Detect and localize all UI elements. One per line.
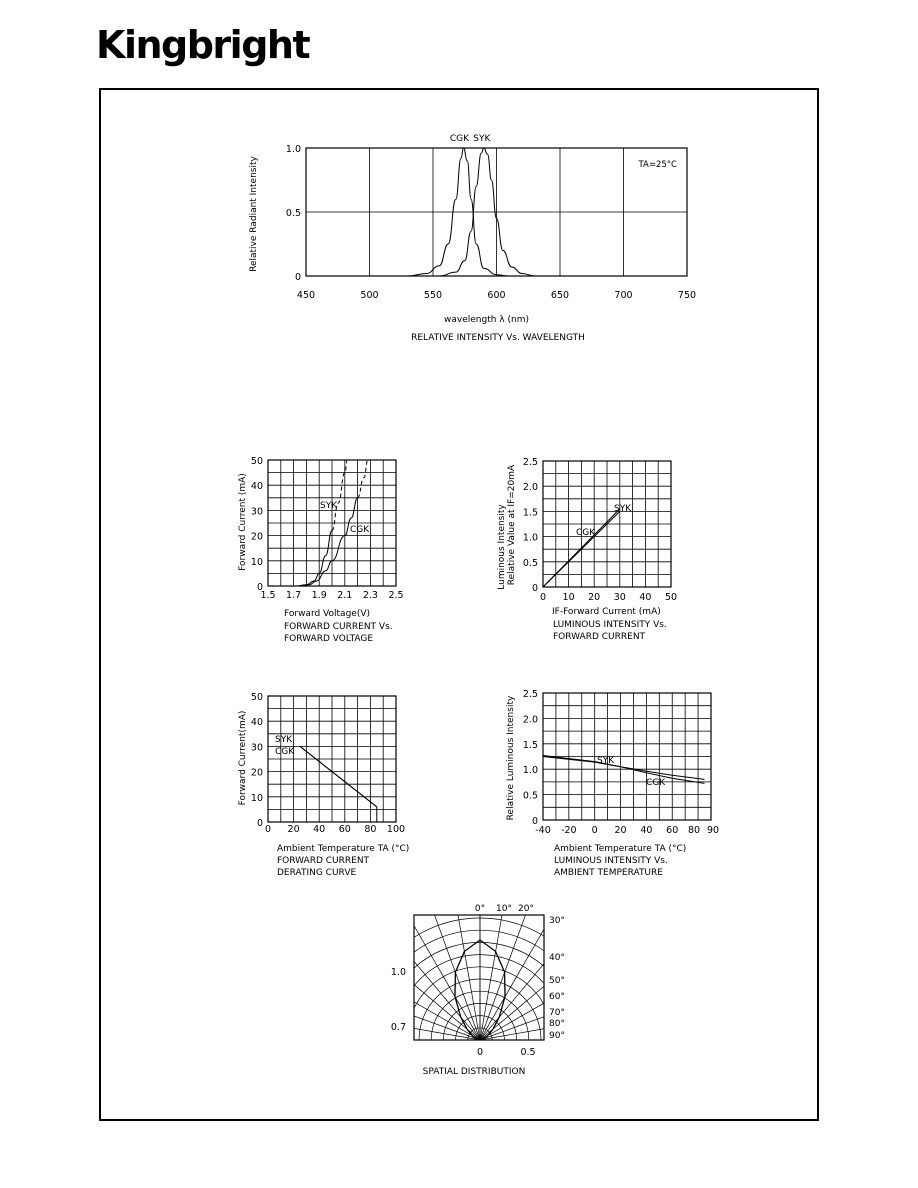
angle-label: 60° bbox=[549, 992, 565, 1002]
y-axis-label: Relative Luminous Intensity bbox=[506, 695, 516, 821]
legend-label-cgk: CGK bbox=[275, 747, 295, 757]
x-tick-label: 750 bbox=[677, 290, 697, 301]
legend-label-syk: SYK bbox=[320, 501, 338, 511]
spatial-chart bbox=[180, 740, 780, 1162]
x-tick-label: -20 bbox=[561, 825, 577, 836]
y-tick-label: 1.5 bbox=[522, 507, 538, 519]
x-tick-label: 0 bbox=[539, 592, 547, 603]
x-tick-label: 450 bbox=[296, 290, 316, 301]
y-tick-label: 2.5 bbox=[522, 457, 538, 468]
chart-title: FORWARD CURRENT Vs. bbox=[284, 622, 393, 632]
x-tick-label: 500 bbox=[360, 290, 379, 301]
y-tick-label: 1.0 bbox=[522, 765, 538, 777]
iv-chart bbox=[238, 456, 404, 644]
x-tick-label: -40 bbox=[535, 825, 551, 836]
y-tick-label: 0.5 bbox=[522, 557, 538, 569]
plot-frame bbox=[414, 915, 544, 1040]
x-tick-label: 20 bbox=[614, 825, 627, 836]
derating-chart bbox=[238, 692, 409, 878]
temperature-annotation: TA=25°C bbox=[638, 160, 677, 170]
x-axis-label: wavelength λ (nm) bbox=[444, 315, 529, 325]
y-tick-label: 10 bbox=[250, 556, 263, 568]
legend-label-cgk: CGK bbox=[449, 134, 470, 144]
y-tick-label: 20 bbox=[250, 767, 263, 779]
legend-label-syk: SYK bbox=[597, 756, 615, 766]
x-axis-label: Forward Voltage(V) bbox=[284, 609, 370, 619]
x-tick-label: 40 bbox=[313, 824, 326, 835]
chart-title: LUMINOUS INTENSITY Vs. bbox=[553, 620, 667, 630]
angle-label: 70° bbox=[549, 1008, 565, 1018]
x-tick-label: 1.9 bbox=[311, 590, 327, 601]
y-tick-label: 1.5 bbox=[522, 739, 538, 751]
y-tick-label: 2.0 bbox=[522, 714, 538, 726]
y-tick-label: 40 bbox=[250, 481, 263, 493]
radial-label: 1.0 bbox=[390, 967, 406, 978]
y-tick-label: 0 bbox=[256, 582, 263, 593]
x-tick-label: 1.5 bbox=[260, 590, 276, 601]
y-tick-label: 20 bbox=[250, 531, 263, 543]
x-tick-label: 0 bbox=[264, 824, 272, 835]
x-tick-label: 60 bbox=[338, 824, 351, 835]
chart-title-line-2: FORWARD CURRENT bbox=[553, 632, 646, 642]
y-tick-label: 50 bbox=[250, 456, 263, 467]
y-tick-label: 1.0 bbox=[285, 144, 301, 155]
polar-spoke bbox=[185, 988, 480, 1040]
x-tick-label: 550 bbox=[423, 290, 443, 301]
x-tick-label: 2.1 bbox=[337, 590, 353, 601]
radial-label: 0.7 bbox=[390, 1022, 406, 1033]
y-tick-label: 0.5 bbox=[285, 208, 301, 219]
x-tick-label: 90 bbox=[706, 825, 720, 836]
series-line-syk bbox=[296, 531, 332, 586]
polar-grid bbox=[180, 740, 780, 1162]
legend-label-syk: SYK bbox=[275, 735, 293, 745]
legend-label-cgk: CGK bbox=[350, 525, 370, 535]
angle-label: 90° bbox=[549, 1031, 565, 1041]
x-tick-label: 40 bbox=[639, 592, 652, 603]
x-tick-label: 40 bbox=[640, 825, 653, 836]
brand-logo: Kingbright bbox=[96, 23, 310, 67]
y-tick-label: 0 bbox=[294, 272, 301, 283]
chart-title: RELATIVE INTENSITY Vs. WAVELENGTH bbox=[411, 333, 585, 343]
li-if-chart bbox=[497, 457, 677, 642]
legend-label-syk: SYK bbox=[473, 134, 491, 144]
y-tick-label: 40 bbox=[250, 717, 263, 729]
x-tick-label: 2.3 bbox=[362, 590, 378, 601]
x-tick-label: 1.7 bbox=[286, 590, 302, 601]
chart-title: SPATIAL DISTRIBUTION bbox=[422, 1067, 526, 1077]
x-tick-label: 50 bbox=[664, 592, 678, 603]
x-tick-label: 80 bbox=[688, 825, 701, 836]
y-tick-label: 0 bbox=[256, 818, 263, 829]
x-tick-label: 30 bbox=[613, 592, 626, 603]
angle-label: 30° bbox=[549, 916, 565, 926]
y-axis-label: Luminous Intensity bbox=[497, 504, 507, 590]
polar-spoke bbox=[428, 745, 480, 1040]
x-tick-label: 700 bbox=[614, 290, 633, 301]
x-tick-label: 60 bbox=[666, 825, 679, 836]
y-tick-label: 1.0 bbox=[522, 532, 538, 544]
polar-spoke bbox=[198, 937, 480, 1040]
legend-label-syk: SYK bbox=[614, 504, 632, 514]
li-ta-chart bbox=[506, 689, 719, 878]
polar-spoke bbox=[377, 758, 480, 1040]
y-tick-label: 50 bbox=[250, 692, 263, 703]
x-tick-label: 650 bbox=[550, 290, 570, 301]
bottom-axis-label: 0.5 bbox=[520, 1047, 536, 1058]
x-tick-label: 80 bbox=[364, 824, 377, 835]
x-tick-label: 10 bbox=[562, 592, 575, 603]
chart-title-line-2: AMBIENT TEMPERATURE bbox=[554, 868, 663, 878]
angle-label: 0° bbox=[474, 904, 486, 914]
spectrum-chart bbox=[249, 134, 696, 343]
x-tick-label: 600 bbox=[487, 290, 506, 301]
x-tick-label: 0 bbox=[591, 825, 598, 836]
y-axis-label: Relative Radiant Intensity bbox=[249, 156, 259, 272]
angle-label: 80° bbox=[549, 1019, 565, 1029]
y-tick-label: 30 bbox=[250, 742, 263, 754]
y-tick-label: 0 bbox=[531, 583, 538, 594]
x-axis-label: IF-Forward Current (mA) bbox=[552, 607, 661, 617]
legend-label-cgk: CGK bbox=[646, 778, 666, 788]
y-tick-label: 30 bbox=[250, 506, 263, 518]
x-tick-label: 20 bbox=[287, 824, 300, 835]
y-tick-label: 0 bbox=[531, 816, 538, 827]
x-axis-label: Ambient Temperature TA (°C) bbox=[554, 844, 687, 854]
x-tick-label: 20 bbox=[588, 592, 601, 603]
chart-title: FORWARD CURRENT bbox=[277, 856, 370, 866]
y-tick-label: 0.5 bbox=[522, 790, 538, 802]
chart-title-line-2: FORWARD VOLTAGE bbox=[284, 634, 374, 644]
y-tick-label: 2.0 bbox=[522, 482, 538, 494]
polar-spoke bbox=[330, 780, 480, 1040]
angle-label: 50° bbox=[549, 976, 565, 986]
angle-label: 40° bbox=[549, 953, 565, 963]
y-tick-label: 2.5 bbox=[522, 689, 538, 700]
polar-spoke bbox=[480, 988, 775, 1040]
x-axis-label: Ambient Temperature TA (°C) bbox=[277, 844, 410, 854]
legend-label-cgk: CGK bbox=[576, 528, 596, 538]
y-axis-label: Forward Current(mA) bbox=[238, 710, 248, 806]
y-axis-label: Forward Current (mA) bbox=[238, 473, 248, 571]
bottom-axis-label: 0 bbox=[476, 1047, 484, 1058]
x-tick-label: 100 bbox=[386, 824, 406, 835]
polar-spoke bbox=[480, 937, 762, 1040]
angle-label: 10° bbox=[496, 904, 512, 914]
chart-title: LUMINOUS INTENSITY Vs. bbox=[554, 856, 668, 866]
polar-spoke bbox=[220, 890, 480, 1040]
angle-label: 20° bbox=[518, 904, 534, 914]
y-tick-label: 10 bbox=[250, 792, 263, 804]
x-tick-label: 2.5 bbox=[388, 590, 404, 601]
chart-title-line-2: DERATING CURVE bbox=[277, 868, 357, 878]
series-line-cgk-dashed bbox=[358, 460, 368, 498]
y-axis-label-line-2: Relative Value at IF=20mA bbox=[507, 464, 517, 586]
